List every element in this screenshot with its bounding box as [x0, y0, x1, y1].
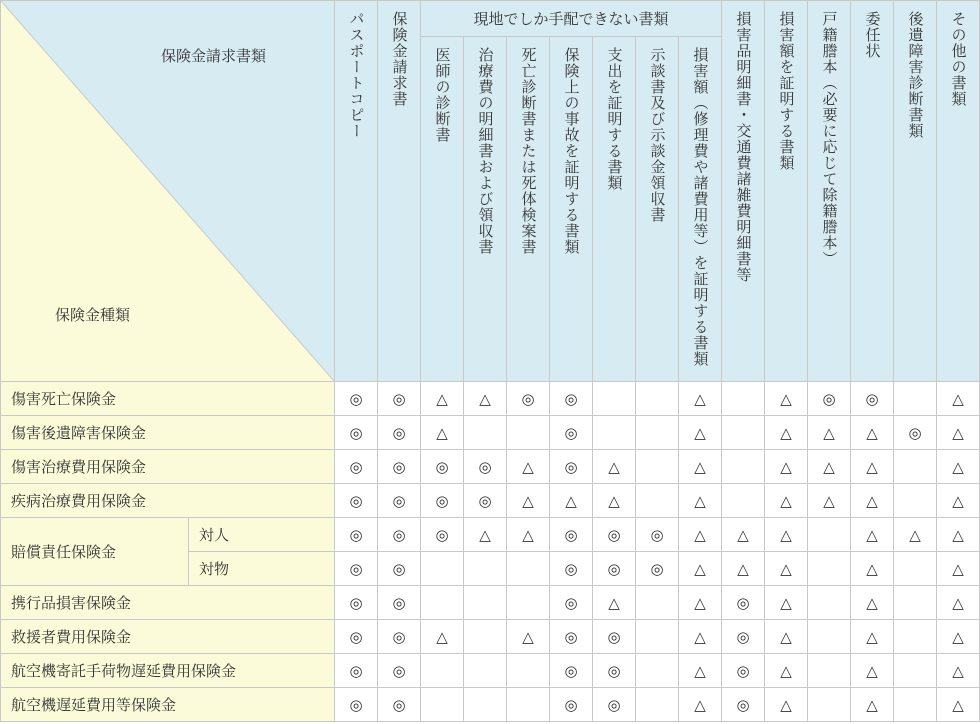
- col-header: [808, 1, 851, 382]
- col-header-label: 死亡診断書または死体検案書: [519, 47, 538, 255]
- col-header-label: 支出を証明する書類: [605, 47, 624, 191]
- col-header: [550, 37, 593, 382]
- table-cell: [636, 620, 679, 654]
- col-header: [937, 1, 980, 382]
- table-cell: [722, 416, 765, 450]
- table-cell: △: [679, 518, 722, 552]
- table-cell: △: [937, 382, 980, 416]
- col-header-label: その他の書類: [949, 11, 968, 107]
- row-label: 携行品損害保険金: [1, 586, 335, 620]
- table-cell: △: [808, 484, 851, 518]
- table-cell: △: [851, 450, 894, 484]
- table-cell: [808, 552, 851, 586]
- table-cell: ◎: [722, 654, 765, 688]
- table-cell: △: [679, 382, 722, 416]
- table-cell: [722, 450, 765, 484]
- table-cell: ◎: [378, 416, 421, 450]
- table-row: [1, 688, 980, 722]
- table-cell: △: [937, 518, 980, 552]
- table-cell: [421, 552, 464, 586]
- table-cell: [636, 382, 679, 416]
- table-cell: △: [937, 586, 980, 620]
- table-cell: ◎: [550, 688, 593, 722]
- table-cell: ◎: [378, 586, 421, 620]
- table-cell: ◎: [808, 382, 851, 416]
- table-cell: △: [679, 416, 722, 450]
- corner-top-label: 保険金請求書類: [161, 47, 267, 65]
- table-row: [1, 382, 980, 416]
- table-cell: ◎: [593, 654, 636, 688]
- col-header-label: 保険金請求書: [390, 11, 409, 107]
- table-cell: ◎: [378, 382, 421, 416]
- table-cell: △: [765, 382, 808, 416]
- row-sublabel: 対人: [189, 518, 335, 552]
- col-header: [464, 37, 507, 382]
- table-cell: △: [550, 484, 593, 518]
- table-cell: △: [851, 586, 894, 620]
- col-header-label: 戸籍謄本（必要に応じて除籍謄本）: [820, 11, 839, 267]
- col-header: [894, 1, 937, 382]
- table-cell: △: [722, 552, 765, 586]
- table-cell: △: [765, 620, 808, 654]
- col-header-label: 保険上の事故を証明する書類: [562, 47, 581, 255]
- table-cell: △: [765, 552, 808, 586]
- table-cell: [464, 586, 507, 620]
- table-cell: ◎: [421, 518, 464, 552]
- table-cell: [593, 416, 636, 450]
- table-cell: ◎: [378, 518, 421, 552]
- table-cell: △: [808, 450, 851, 484]
- corner-bottom-label: 保険金種類: [55, 306, 131, 324]
- table-cell: ◎: [550, 586, 593, 620]
- group-header: 現地でしか手配できない書類: [421, 1, 722, 37]
- table-cell: ◎: [894, 416, 937, 450]
- table-cell: [808, 654, 851, 688]
- table-cell: △: [937, 552, 980, 586]
- table-cell: [507, 654, 550, 688]
- table-cell: [593, 382, 636, 416]
- table-cell: [894, 450, 937, 484]
- table-cell: ◎: [335, 518, 378, 552]
- table-cell: △: [507, 518, 550, 552]
- table-cell: [464, 654, 507, 688]
- table-cell: ◎: [722, 586, 765, 620]
- table-cell: [808, 620, 851, 654]
- table-cell: △: [464, 382, 507, 416]
- table-cell: △: [507, 620, 550, 654]
- table-cell: [894, 484, 937, 518]
- table-cell: ◎: [335, 450, 378, 484]
- col-header: [507, 37, 550, 382]
- table-cell: ◎: [550, 518, 593, 552]
- table-cell: △: [765, 654, 808, 688]
- table-cell: △: [679, 450, 722, 484]
- table-cell: △: [894, 518, 937, 552]
- table-cell: [464, 416, 507, 450]
- table-cell: [894, 654, 937, 688]
- table-cell: △: [679, 688, 722, 722]
- table-cell: ◎: [722, 688, 765, 722]
- table-cell: △: [679, 552, 722, 586]
- table-cell: ◎: [335, 586, 378, 620]
- col-header: [765, 1, 808, 382]
- table-cell: △: [507, 484, 550, 518]
- col-header: [421, 37, 464, 382]
- table-cell: △: [851, 518, 894, 552]
- col-header-label: 治療費の明細書および領収書: [476, 47, 495, 255]
- table-cell: [894, 688, 937, 722]
- row-label: 航空機寄託手荷物遅延費用保険金: [1, 654, 335, 688]
- table-cell: ◎: [851, 382, 894, 416]
- table-cell: ◎: [421, 450, 464, 484]
- table-cell: △: [851, 688, 894, 722]
- table-cell: △: [679, 586, 722, 620]
- col-header-label: 損害額を証明する書類: [777, 11, 796, 171]
- table-cell: [808, 586, 851, 620]
- table-cell: [808, 688, 851, 722]
- table-cell: [421, 688, 464, 722]
- table-cell: ◎: [722, 620, 765, 654]
- table-cell: △: [765, 416, 808, 450]
- col-header: [593, 37, 636, 382]
- table-cell: △: [937, 654, 980, 688]
- table-cell: △: [722, 518, 765, 552]
- row-label: 疾病治療費用保険金: [1, 484, 335, 518]
- table-cell: △: [765, 586, 808, 620]
- table-cell: [636, 586, 679, 620]
- row-label: 航空機遅延費用等保険金: [1, 688, 335, 722]
- table-row: [1, 484, 980, 518]
- table-cell: [421, 654, 464, 688]
- table-cell: △: [765, 450, 808, 484]
- row-label: 救援者費用保険金: [1, 620, 335, 654]
- table-cell: ◎: [335, 620, 378, 654]
- table-cell: [722, 484, 765, 518]
- table-cell: [636, 688, 679, 722]
- table-cell: △: [421, 416, 464, 450]
- table-cell: ◎: [335, 552, 378, 586]
- table-cell: [722, 382, 765, 416]
- table-cell: △: [808, 416, 851, 450]
- table-cell: ◎: [550, 450, 593, 484]
- table-row: [1, 586, 980, 620]
- table-row: [1, 416, 980, 450]
- table-cell: ◎: [378, 552, 421, 586]
- table-cell: △: [937, 688, 980, 722]
- row-label: 傷害後遺障害保険金: [1, 416, 335, 450]
- table-cell: △: [679, 654, 722, 688]
- table-cell: [507, 688, 550, 722]
- col-header-label: 医師の診断書: [433, 47, 452, 143]
- col-header: [378, 1, 421, 382]
- table-cell: △: [464, 518, 507, 552]
- table-cell: ◎: [378, 654, 421, 688]
- table-cell: ◎: [378, 450, 421, 484]
- table-cell: ◎: [593, 552, 636, 586]
- table-cell: ◎: [593, 688, 636, 722]
- row-label: 傷害死亡保険金: [1, 382, 335, 416]
- table-cell: [464, 552, 507, 586]
- table-cell: [636, 654, 679, 688]
- table-cell: [636, 484, 679, 518]
- table-cell: ◎: [550, 416, 593, 450]
- table-cell: ◎: [593, 518, 636, 552]
- corner-header: [1, 1, 335, 382]
- table-cell: ◎: [550, 620, 593, 654]
- table-cell: △: [765, 484, 808, 518]
- table-cell: △: [851, 484, 894, 518]
- table-cell: △: [937, 416, 980, 450]
- table-cell: [507, 552, 550, 586]
- table-cell: △: [593, 586, 636, 620]
- col-header-label: 示談書及び示談金領収書: [648, 47, 667, 223]
- table-cell: △: [593, 450, 636, 484]
- table-cell: ◎: [378, 620, 421, 654]
- table-cell: ◎: [378, 688, 421, 722]
- table-cell: △: [593, 484, 636, 518]
- table-cell: [808, 518, 851, 552]
- table-cell: [894, 586, 937, 620]
- table-cell: [507, 416, 550, 450]
- table-cell: △: [937, 450, 980, 484]
- col-header: [679, 37, 722, 382]
- table-row: [1, 518, 980, 552]
- row-sublabel: 対物: [189, 552, 335, 586]
- table-body: [1, 382, 980, 722]
- table-cell: ◎: [335, 654, 378, 688]
- col-header-label: 委任状: [863, 11, 882, 59]
- table-cell: ◎: [464, 450, 507, 484]
- table-cell: △: [851, 654, 894, 688]
- table-cell: ◎: [464, 484, 507, 518]
- col-header-label: 損害品明細書・交通費諸雑費明細書等: [734, 11, 753, 283]
- table-cell: ◎: [550, 654, 593, 688]
- table-cell: △: [679, 620, 722, 654]
- table-cell: ◎: [378, 484, 421, 518]
- table-row: [1, 620, 980, 654]
- table-row: [1, 450, 980, 484]
- col-header: [851, 1, 894, 382]
- table-cell: △: [851, 620, 894, 654]
- table-cell: △: [421, 620, 464, 654]
- col-header: [722, 1, 765, 382]
- table-cell: [464, 688, 507, 722]
- table-cell: [636, 450, 679, 484]
- table-cell: ◎: [335, 382, 378, 416]
- row-label: 賠償責任保険金: [1, 518, 189, 586]
- table-row: [1, 654, 980, 688]
- table-cell: ◎: [636, 552, 679, 586]
- table-cell: △: [765, 688, 808, 722]
- table-cell: ◎: [335, 416, 378, 450]
- table-cell: [464, 620, 507, 654]
- table-cell: △: [421, 382, 464, 416]
- col-header: [636, 37, 679, 382]
- table-cell: [421, 586, 464, 620]
- table-cell: ◎: [550, 552, 593, 586]
- table-cell: [507, 586, 550, 620]
- table-cell: ◎: [421, 484, 464, 518]
- table-cell: △: [851, 416, 894, 450]
- col-header-label: 後遺障害診断書類: [906, 11, 925, 139]
- table-cell: △: [765, 518, 808, 552]
- table-cell: ◎: [335, 688, 378, 722]
- col-header-label: パスポートコピー: [347, 11, 366, 139]
- table-cell: ◎: [550, 382, 593, 416]
- table-cell: ◎: [507, 382, 550, 416]
- table-cell: △: [679, 484, 722, 518]
- table-cell: [894, 552, 937, 586]
- table-cell: [894, 620, 937, 654]
- table-cell: △: [937, 484, 980, 518]
- table-cell: ◎: [335, 484, 378, 518]
- col-header-label: 損害額（修理費や諸費用等）を証明する書類: [691, 47, 710, 367]
- table-cell: △: [851, 552, 894, 586]
- row-label: 傷害治療費用保険金: [1, 450, 335, 484]
- table-cell: [636, 416, 679, 450]
- col-header: [335, 1, 378, 382]
- table-cell: [894, 382, 937, 416]
- table-cell: △: [937, 620, 980, 654]
- table-cell: △: [507, 450, 550, 484]
- table-cell: ◎: [636, 518, 679, 552]
- table-cell: ◎: [593, 620, 636, 654]
